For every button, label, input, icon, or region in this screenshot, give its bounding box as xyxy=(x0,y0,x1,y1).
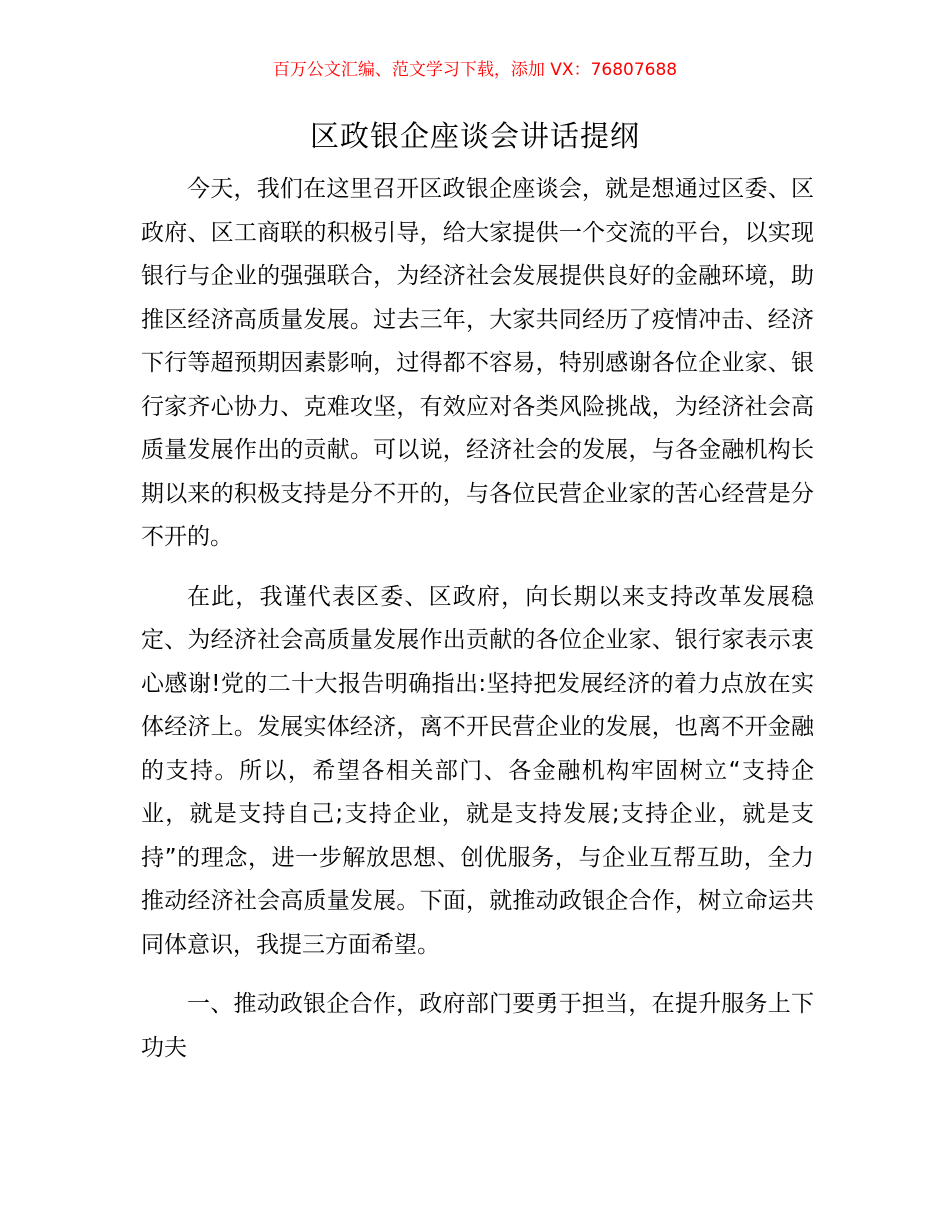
section-heading-1: 一、推动政银企合作，政府部门要勇于担当，在提升服务上下功夫 xyxy=(141,991,814,1061)
document-title: 区政银企座谈会讲话提纲 xyxy=(309,119,640,153)
header-watermark-note: 百万公文汇编、范文学习下载，添加 VX：76807688 xyxy=(272,60,678,80)
paragraph-opening: 今天，我们在这里召开区政银企座谈会，就是想通过区委、区政府、区工商联的积极引导，给大家提供一个交流的平台，以实现银行与企业的强强联合，为经济社会发展提供良好的金融环境，助推区经济高质量发展。过去三年，大家共同经历了疫情冲击、经济下行等超预期因素影响，过得都不容易，特别感谢各位企业家、银行家齐心协力、克难攻坚，有效应对各类风险挑战，为经济社会高质量发展作出的贡献。可以说，经济社会的发展，与各金融机构长期以来的积极支持是分不开的，与各位民营企业家的苦心经营是分不开的。 xyxy=(141,176,814,550)
document-body xyxy=(141,168,814,1086)
paragraph-thanks: 在此，我谨代表区委、区政府，向长期以来支持改革发展稳定、为经济社会高质量发展作出贡献的各位企业家、银行家表示衷心感谢!党的二十大报告明确指出:坚持把发展经济的着力点放在实体经济上。发展实体经济，离不开民营企业的发展，也离不开金融的支持。所以，希望各相关部门、各金融机构牢固树立“支持企业，就是支持自己;支持企业，就是支持发展;支持企业，就是支持”的理念，进一步解放思想、创优服务，与企业互帮互助，全力推动经济社会高质量发展。下面，就推动政银企合作，树立命运共同体意识，我提三方面希望。 xyxy=(141,583,814,958)
